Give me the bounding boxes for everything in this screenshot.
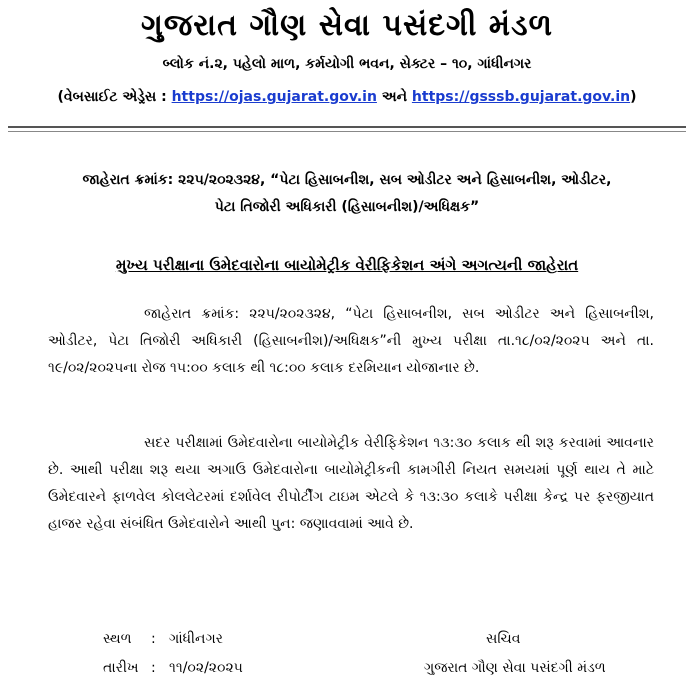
website-addresses — [0, 89, 694, 105]
place-label: સ્થળ — [103, 631, 132, 647]
notice-subject: મુખ્ય પરીક્ષાના ઉમેદવારોના બાયોમેટ્રીક વેરીફિકેશન અંગે અગત્યની જાહેરાત — [115, 256, 579, 274]
date-label: તારીખ — [103, 660, 139, 676]
date-row — [103, 660, 243, 676]
place-separator: : — [151, 631, 156, 647]
header-divider-thin — [8, 131, 686, 132]
office-address: બ્લોક નં.૨, પહેલો માળ, કર્મયોગી ભવન, સેક્ટર – ૧૦, ગાંધીનગર — [162, 56, 532, 72]
signatory-organization: ગુજરાત ગૌણ સેવા પસંદગી મંડળ — [424, 660, 606, 676]
body-paragraph-2: સદર પરીક્ષામાં ઉમેદવારોના બાયોમેટ્રીક વેરીફિકેશન ૧૩:૩૦ કલાક થી શરૂ કરવામાં આવનાર છે. આથી પરીક્ષા શરૂ થયા અગાઉ ઉમેદવારોના બાયોમેટ્રીકની કામગીરી નિયત સમયમાં પૂર્ણ થાય તે માટે ઉમેદવારને ફાળવેલ કોલલેટરમાં દર્શાવેલ રીપોર્ટીંગ ટાઇમ એટલે કે ૧૩:૩૦ કલાકે પરીક્ષા કેન્દ્ર પર ફરજીયાત હાજર રહેવા સંબંધિત ઉમેદવારોને આથી પુન: જણાવવામાં આવે છે. — [48, 435, 654, 532]
place-row — [103, 631, 223, 647]
website-prefix: (વેબસાઈટ એડ્રેસ : — [57, 89, 172, 105]
website-joiner: અને — [376, 89, 412, 105]
website-suffix: ) — [630, 89, 637, 105]
ojas-website-link[interactable]: https://ojas.gujarat.gov.in — [171, 89, 377, 105]
date-separator: : — [151, 660, 156, 676]
date-value: ૧૧/૦૨/૨૦૨૫ — [169, 660, 243, 676]
place-value: ગાંધીનગર — [169, 631, 223, 647]
advertisement-number-line-2: પેટા તિજોરી અધિકારી (હિસાબનીશ)/અધિક્ષક” — [214, 199, 480, 215]
gsssb-website-link[interactable]: https://gsssb.gujarat.gov.in — [411, 89, 631, 105]
signatory-title: સચિવ — [486, 631, 521, 647]
body-paragraph-1: જાહેરાત ક્રમાંક: ૨૨૫/૨૦૨૩૨૪, “પેટા હિસાબનીશ, સબ ઓડીટર અને હિસાબનીશ, ઓડીટર, પેટા તિજોરી અધિકારી (હિસાબનીશ)/અધિક્ષક”ની મુખ્ય પરીક્ષા તા.૧૮/૦૨/૨૦૨૫ અને તા. ૧૯/૦૨/૨૦૨૫ના રોજ ૧૫:૦૦ કલાક થી ૧૮:૦૦ કલાક દરમિયાન યોજાનાર છે. — [48, 306, 654, 376]
header-divider-thick — [8, 126, 686, 128]
advertisement-number-line-1: જાહેરાત ક્રમાંક: ૨૨૫/૨૦૨૩૨૪, “પેટા હિસાબનીશ, સબ ઓડીટર અને હિસાબનીશ, ઓડીટર, — [82, 172, 612, 188]
organization-name: ગુજરાત ગૌણ સેવા પસંદગી મંડળ — [141, 8, 553, 43]
